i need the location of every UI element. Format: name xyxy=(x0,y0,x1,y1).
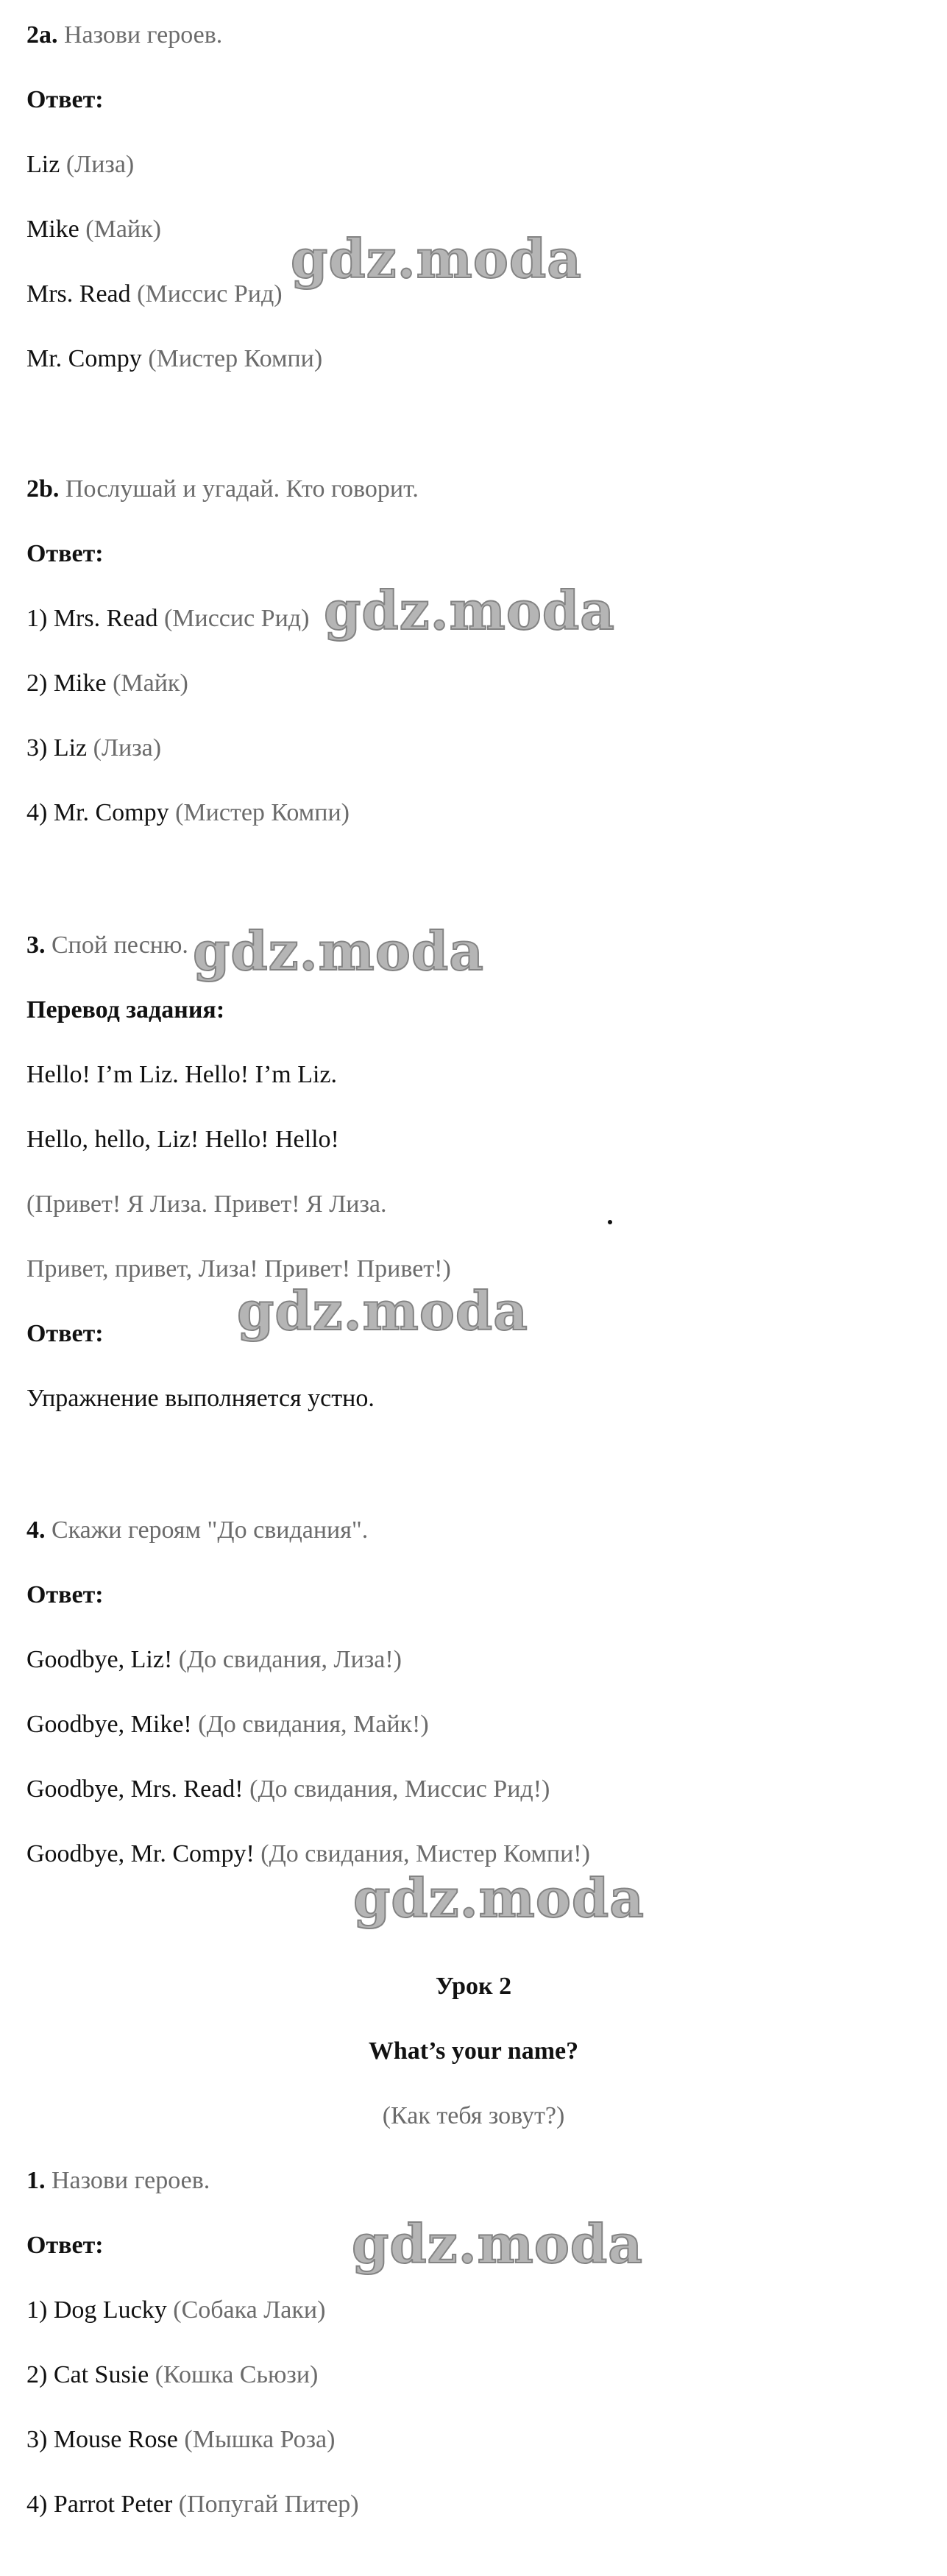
item-en: Goodbye, Mr. Compy! xyxy=(26,1840,255,1867)
lesson-subtitle: What’s your name? xyxy=(368,2037,579,2065)
list-item xyxy=(26,1645,402,1675)
item-en: 4) Mr. Compy xyxy=(26,799,169,826)
answer-label: Ответ: xyxy=(26,1581,104,1608)
list-item xyxy=(26,798,350,828)
exercise-number: 3. xyxy=(26,932,46,959)
item-ru: (Лиза) xyxy=(93,734,162,762)
exercise-number: 1. xyxy=(26,2167,46,2194)
item-ru: (До свидания, Мистер Компи!) xyxy=(260,1840,590,1867)
exercise-task: Назови героев. xyxy=(64,21,223,49)
exercise-number: 2b. xyxy=(26,475,60,503)
lesson2-exercise-1-heading xyxy=(26,2166,210,2196)
item-ru: (Майк) xyxy=(85,216,161,243)
item-ru: (До свидания, Миссис Рид!) xyxy=(249,1775,550,1803)
item-en: 3) Liz xyxy=(26,734,88,762)
song-line: Hello! I’m Liz. Hello! I’m Liz. xyxy=(26,1061,338,1088)
answer-label: Ответ: xyxy=(26,2232,104,2259)
lesson-title: Урок 2 xyxy=(435,1973,512,2000)
stray-dot xyxy=(608,1220,612,1224)
exercise-3-heading xyxy=(26,931,188,960)
lesson-subtitle-translation: (Как тебя зовут?) xyxy=(382,2102,565,2129)
list-item xyxy=(26,1710,429,1739)
item-ru: (Мышка Роза) xyxy=(184,2426,336,2453)
item-en: Mr. Compy xyxy=(26,345,142,372)
list-item xyxy=(26,604,309,634)
item-ru: (Кошка Сьюзи) xyxy=(155,2361,319,2388)
answer-text: Упражнение выполняется устно. xyxy=(26,1385,375,1412)
item-ru: (Мистер Компи) xyxy=(148,345,323,372)
list-item xyxy=(26,1839,590,1869)
item-en: Goodbye, Mrs. Read! xyxy=(26,1775,244,1803)
item-ru: (Попугай Питер) xyxy=(178,2491,359,2518)
list-item xyxy=(26,2425,335,2455)
song-translation-line: (Привет! Я Лиза. Привет! Я Лиза. xyxy=(26,1191,387,1218)
exercise-task: Послушай и угадай. Кто говорит. xyxy=(65,475,419,503)
item-en: 1) Mrs. Read xyxy=(26,605,158,632)
list-item xyxy=(26,150,134,180)
watermark: gdz.moda xyxy=(291,227,582,290)
watermark: gdz.moda xyxy=(352,2213,643,2275)
exercise-2a-heading xyxy=(26,21,222,50)
list-item xyxy=(26,215,161,244)
item-ru: (Миссис Рид) xyxy=(137,280,283,308)
item-ru: (Лиза) xyxy=(65,151,135,178)
watermark: gdz.moda xyxy=(237,1280,528,1342)
item-en: Goodbye, Liz! xyxy=(26,1646,173,1673)
item-ru: (Миссис Рид) xyxy=(163,605,310,632)
item-en: Mrs. Read xyxy=(26,280,131,308)
list-item xyxy=(26,734,161,763)
song-line: Hello, hello, Liz! Hello! Hello! xyxy=(26,1126,339,1153)
song-translation-line: Привет, привет, Лиза! Привет! Привет!) xyxy=(26,1255,451,1282)
exercise-2b-heading xyxy=(26,475,419,504)
item-en: 3) Mouse Rose xyxy=(26,2426,178,2453)
exercise-number: 4. xyxy=(26,1516,46,1544)
exercise-task: Скажи героям "До свидания". xyxy=(52,1516,369,1544)
exercise-task: Спой песню. xyxy=(52,932,188,959)
item-ru: (Собака Лаки) xyxy=(173,2296,326,2324)
answer-label: Ответ: xyxy=(26,86,104,113)
exercise-4-heading xyxy=(26,1516,368,1545)
translation-label: Перевод задания: xyxy=(26,996,225,1023)
watermark: gdz.moda xyxy=(353,1867,645,1929)
list-item xyxy=(26,344,322,374)
answer-label: Ответ: xyxy=(26,1320,104,1347)
item-ru: (До свидания, Лиза!) xyxy=(178,1646,402,1673)
item-en: Goodbye, Mike! xyxy=(26,1711,192,1738)
item-en: Mike xyxy=(26,216,79,243)
list-item xyxy=(26,2296,325,2325)
item-en: 4) Parrot Peter xyxy=(26,2491,173,2518)
answer-label: Ответ: xyxy=(26,540,104,567)
item-en: 1) Dog Lucky xyxy=(26,2296,167,2324)
list-item xyxy=(26,2490,359,2519)
item-ru: (Майк) xyxy=(113,670,188,697)
item-en: Liz xyxy=(26,151,60,178)
item-en: 2) Cat Susie xyxy=(26,2361,149,2388)
list-item xyxy=(26,669,188,698)
item-ru: (До свидания, Майк!) xyxy=(198,1711,429,1738)
exercise-number: 2a. xyxy=(26,21,58,49)
list-item xyxy=(26,280,283,309)
item-ru: (Мистер Компи) xyxy=(175,799,350,826)
watermark: gdz.moda xyxy=(324,579,615,642)
list-item xyxy=(26,1775,550,1804)
exercise-task: Назови героев. xyxy=(52,2167,210,2194)
item-en: 2) Mike xyxy=(26,670,107,697)
watermark: gdz.moda xyxy=(193,920,484,982)
list-item xyxy=(26,2360,318,2390)
